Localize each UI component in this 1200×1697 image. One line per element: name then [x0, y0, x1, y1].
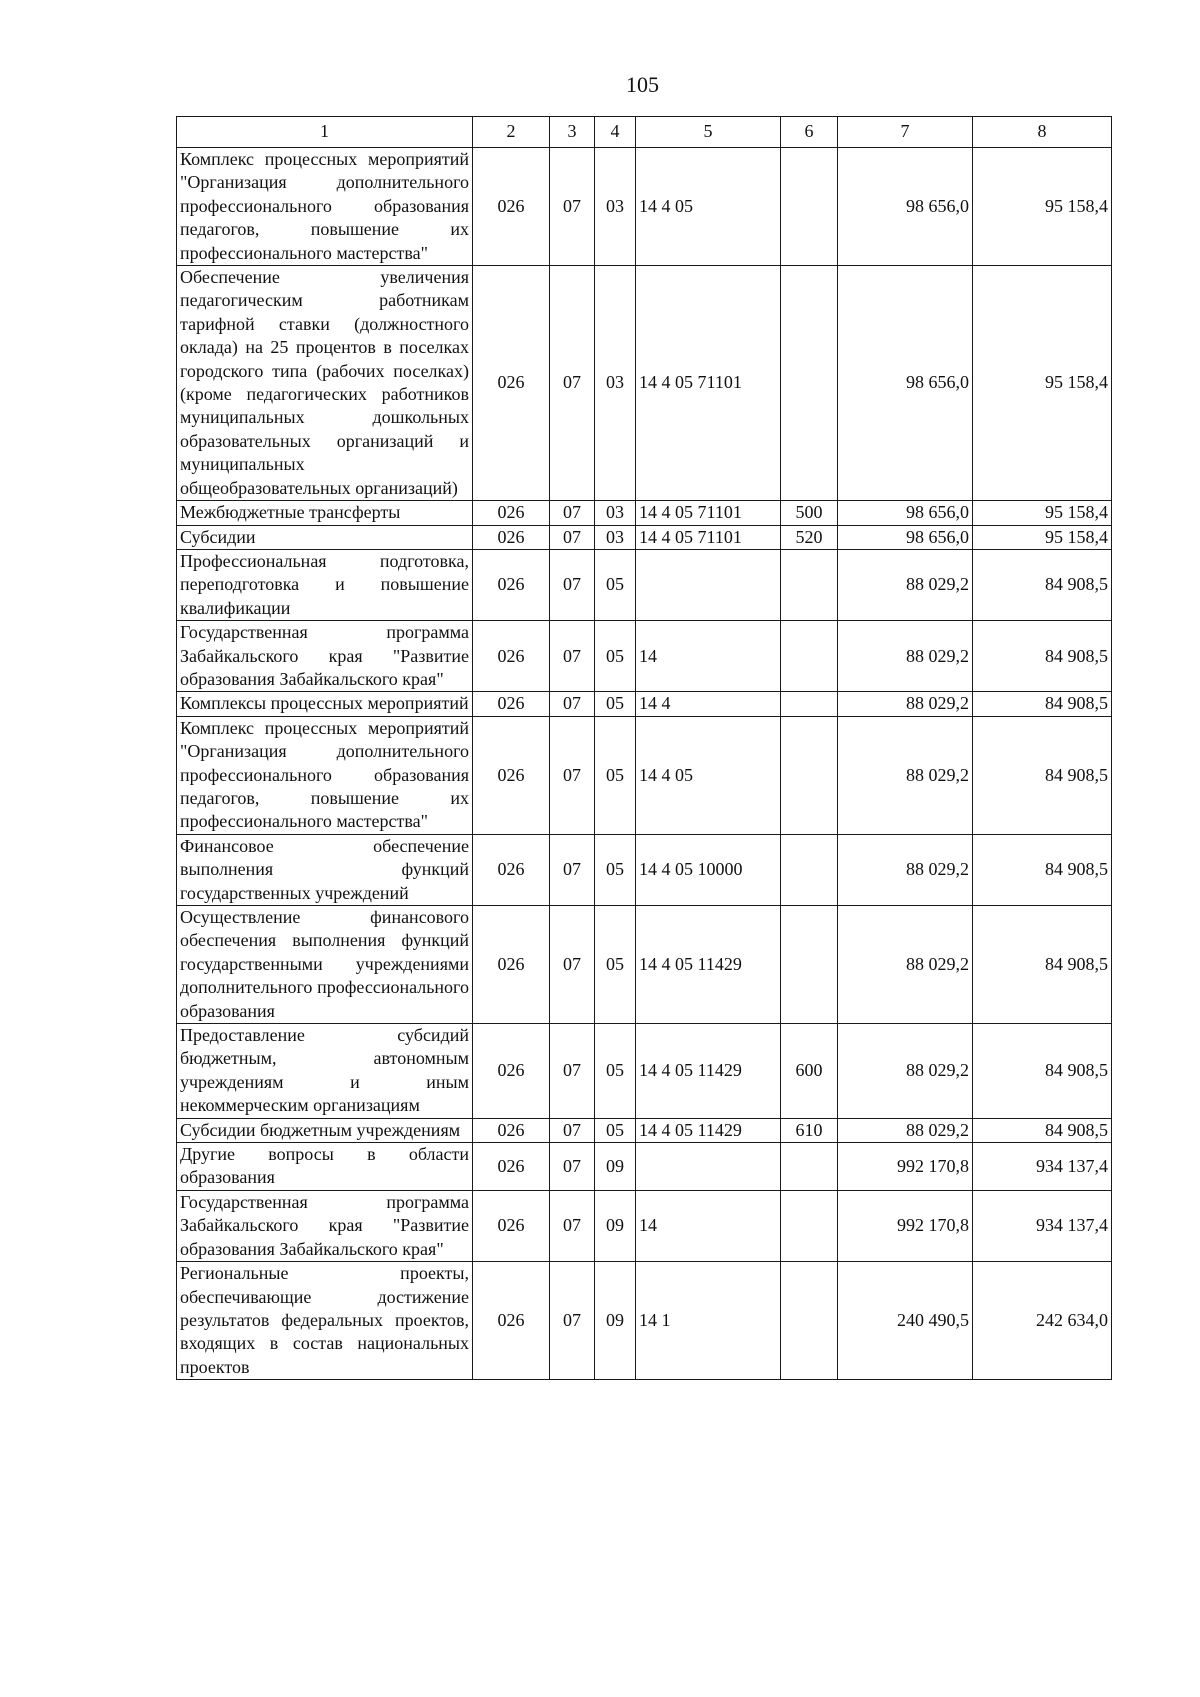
cell-admin-code: 026 [473, 1190, 550, 1261]
cell-expense-type [781, 266, 838, 501]
cell-expense-type [781, 906, 838, 1024]
cell-target-article [636, 549, 781, 620]
table-row [177, 692, 1112, 716]
row-name: Комплексы процессных мероприятий [177, 692, 473, 716]
row-name: Межбюджетные трансферты [177, 501, 473, 525]
row-name: Комплекс процессных мероприятий "Организация дополнительного профессионального образования педагогов, повышение их профессионального мастерства" [177, 716, 473, 834]
cell-amount-1: 88 029,2 [838, 1118, 973, 1142]
table-row [177, 525, 1112, 549]
cell-target-article [636, 1143, 781, 1191]
cell-expense-type [781, 1190, 838, 1261]
cell-subsection: 05 [595, 621, 636, 692]
cell-admin-code: 026 [473, 1143, 550, 1191]
cell-section: 07 [550, 834, 595, 905]
cell-subsection: 09 [595, 1262, 636, 1380]
table-row [177, 1262, 1112, 1380]
cell-target-article: 14 4 05 10000 [636, 834, 781, 905]
cell-amount-2: 84 908,5 [973, 621, 1112, 692]
cell-subsection: 05 [595, 906, 636, 1024]
cell-amount-2: 84 908,5 [973, 834, 1112, 905]
page-number: 105 [626, 72, 659, 97]
table-row [177, 148, 1112, 266]
cell-amount-1: 992 170,8 [838, 1143, 973, 1191]
cell-admin-code: 026 [473, 1118, 550, 1142]
cell-amount-1: 98 656,0 [838, 266, 973, 501]
cell-subsection: 09 [595, 1190, 636, 1261]
cell-section: 07 [550, 1262, 595, 1380]
cell-expense-type: 500 [781, 501, 838, 525]
cell-admin-code: 026 [473, 549, 550, 620]
cell-amount-1: 992 170,8 [838, 1190, 973, 1261]
row-name: Осуществление финансового обеспечения выполнения функций государственными учреждениями дополнительного профессионального образования [177, 906, 473, 1024]
cell-amount-2: 95 158,4 [973, 148, 1112, 266]
column-header: 8 [973, 117, 1112, 148]
row-name: Предоставление субсидий бюджетным, автономным учреждениям и иным некоммерческим организациям [177, 1024, 473, 1119]
cell-subsection: 03 [595, 148, 636, 266]
cell-target-article: 14 4 05 71101 [636, 525, 781, 549]
row-name: Обеспечение увеличения педагогическим работникам тарифной ставки (должностного оклада) на 25 процентов в поселках городского типа (рабочих поселках) (кроме педагогических работников муниципальных дошкольных образовательных организаций и муниципальных общеобразовательных организаций) [177, 266, 473, 501]
row-name: Региональные проекты, обеспечивающие достижение результатов федеральных проектов, входящих в состав национальных проектов [177, 1262, 473, 1380]
cell-amount-1: 240 490,5 [838, 1262, 973, 1380]
cell-subsection: 05 [595, 1024, 636, 1119]
cell-section: 07 [550, 1190, 595, 1261]
cell-admin-code: 026 [473, 148, 550, 266]
cell-amount-1: 98 656,0 [838, 501, 973, 525]
cell-expense-type [781, 148, 838, 266]
cell-section: 07 [550, 549, 595, 620]
cell-section: 07 [550, 1024, 595, 1119]
table-row [177, 621, 1112, 692]
table-row [177, 906, 1112, 1024]
cell-expense-type [781, 549, 838, 620]
cell-subsection: 03 [595, 501, 636, 525]
cell-admin-code: 026 [473, 1024, 550, 1119]
row-name: Субсидии бюджетным учреждениям [177, 1118, 473, 1142]
budget-table [176, 116, 1112, 1380]
cell-subsection: 05 [595, 1118, 636, 1142]
row-name: Другие вопросы в области образования [177, 1143, 473, 1191]
cell-expense-type [781, 834, 838, 905]
cell-amount-1: 88 029,2 [838, 834, 973, 905]
table-row [177, 1024, 1112, 1119]
cell-admin-code: 026 [473, 692, 550, 716]
column-header: 4 [595, 117, 636, 148]
cell-amount-2: 84 908,5 [973, 716, 1112, 834]
column-header: 7 [838, 117, 973, 148]
cell-amount-1: 88 029,2 [838, 621, 973, 692]
cell-expense-type [781, 621, 838, 692]
cell-admin-code: 026 [473, 501, 550, 525]
cell-section: 07 [550, 906, 595, 1024]
cell-expense-type [781, 692, 838, 716]
cell-admin-code: 026 [473, 266, 550, 501]
cell-section: 07 [550, 716, 595, 834]
cell-expense-type: 610 [781, 1118, 838, 1142]
cell-admin-code: 026 [473, 906, 550, 1024]
column-header: 1 [177, 117, 473, 148]
row-name: Комплекс процессных мероприятий "Организация дополнительного профессионального образования педагогов, повышение их профессионального мастерства" [177, 148, 473, 266]
cell-section: 07 [550, 1143, 595, 1191]
cell-amount-2: 84 908,5 [973, 1024, 1112, 1119]
row-name: Субсидии [177, 525, 473, 549]
cell-target-article: 14 [636, 1190, 781, 1261]
column-header: 2 [473, 117, 550, 148]
cell-amount-1: 98 656,0 [838, 148, 973, 266]
cell-amount-2: 95 158,4 [973, 501, 1112, 525]
table-row [177, 716, 1112, 834]
cell-section: 07 [550, 266, 595, 501]
row-name: Профессиональная подготовка, переподготовка и повышение квалификации [177, 549, 473, 620]
cell-amount-2: 934 137,4 [973, 1190, 1112, 1261]
table-row [177, 1190, 1112, 1261]
cell-expense-type [781, 1143, 838, 1191]
column-header: 3 [550, 117, 595, 148]
cell-target-article: 14 4 05 11429 [636, 1118, 781, 1142]
cell-target-article: 14 1 [636, 1262, 781, 1380]
cell-subsection: 03 [595, 525, 636, 549]
cell-subsection: 09 [595, 1143, 636, 1191]
cell-amount-2: 934 137,4 [973, 1143, 1112, 1191]
cell-target-article: 14 4 05 11429 [636, 1024, 781, 1119]
table-row [177, 1143, 1112, 1191]
cell-section: 07 [550, 148, 595, 266]
cell-expense-type [781, 716, 838, 834]
cell-amount-1: 88 029,2 [838, 906, 973, 1024]
cell-expense-type [781, 1262, 838, 1380]
cell-target-article: 14 [636, 621, 781, 692]
cell-target-article: 14 4 05 [636, 148, 781, 266]
cell-target-article: 14 4 05 11429 [636, 906, 781, 1024]
cell-subsection: 05 [595, 692, 636, 716]
cell-section: 07 [550, 525, 595, 549]
cell-amount-2: 242 634,0 [973, 1262, 1112, 1380]
column-header: 6 [781, 117, 838, 148]
cell-expense-type: 600 [781, 1024, 838, 1119]
table-row [177, 501, 1112, 525]
cell-amount-2: 95 158,4 [973, 266, 1112, 501]
cell-admin-code: 026 [473, 1262, 550, 1380]
cell-amount-1: 88 029,2 [838, 692, 973, 716]
cell-amount-2: 95 158,4 [973, 525, 1112, 549]
cell-section: 07 [550, 501, 595, 525]
cell-amount-1: 88 029,2 [838, 549, 973, 620]
table-row [177, 549, 1112, 620]
column-header: 5 [636, 117, 781, 148]
cell-amount-1: 98 656,0 [838, 525, 973, 549]
table-row [177, 834, 1112, 905]
row-name: Государственная программа Забайкальского края "Развитие образования Забайкальского края" [177, 1190, 473, 1261]
cell-subsection: 05 [595, 716, 636, 834]
cell-expense-type: 520 [781, 525, 838, 549]
cell-admin-code: 026 [473, 716, 550, 834]
cell-section: 07 [550, 1118, 595, 1142]
cell-subsection: 03 [595, 266, 636, 501]
cell-amount-1: 88 029,2 [838, 716, 973, 834]
cell-target-article: 14 4 05 71101 [636, 266, 781, 501]
cell-target-article: 14 4 05 [636, 716, 781, 834]
table-row [177, 1118, 1112, 1142]
cell-amount-2: 84 908,5 [973, 906, 1112, 1024]
row-name: Государственная программа Забайкальского края "Развитие образования Забайкальского края" [177, 621, 473, 692]
cell-amount-1: 88 029,2 [838, 1024, 973, 1119]
cell-subsection: 05 [595, 549, 636, 620]
cell-admin-code: 026 [473, 621, 550, 692]
table-row [177, 266, 1112, 501]
cell-target-article: 14 4 05 71101 [636, 501, 781, 525]
cell-admin-code: 026 [473, 834, 550, 905]
cell-amount-2: 84 908,5 [973, 549, 1112, 620]
cell-target-article: 14 4 [636, 692, 781, 716]
cell-amount-2: 84 908,5 [973, 692, 1112, 716]
cell-section: 07 [550, 692, 595, 716]
cell-subsection: 05 [595, 834, 636, 905]
row-name: Финансовое обеспечение выполнения функций государственных учреждений [177, 834, 473, 905]
cell-admin-code: 026 [473, 525, 550, 549]
cell-section: 07 [550, 621, 595, 692]
header-row [177, 117, 1112, 148]
cell-amount-2: 84 908,5 [973, 1118, 1112, 1142]
